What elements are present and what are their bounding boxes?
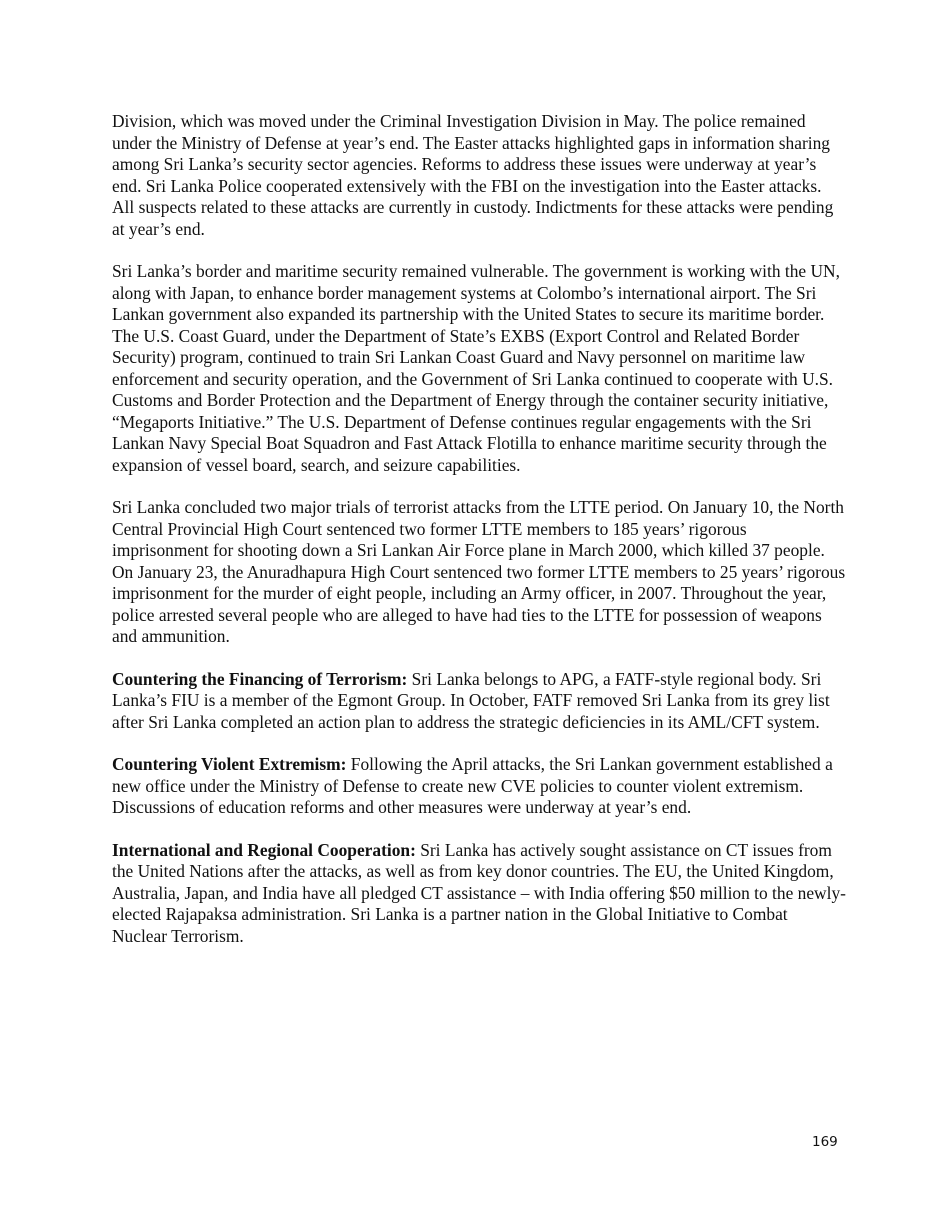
- paragraph-text: Sri Lanka has actively sought assistance on CT issues from the United Nations after the attacks, as well as from key donor countries. The EU, the United Kingdom, Australia, Japan, and India have all pledged CT assistance – with India offering $50 million to the newly-elected Rajapaksa administration. Sri Lanka is a partner nation in the Global Initiative to Combat Nuclear Terrorism.: [112, 839, 846, 946]
- paragraph-text: Sri Lanka’s border and maritime security remained vulnerable. The government is working with the UN, along with Japan, to enhance border management systems at Colombo’s international airport. The Sri Lankan government also expanded its partnership with the United States to secure its maritime border. The U.S. Coast Guard, under the Department of State’s EXBS (Export Control and Related Border Security) program, continued to train Sri Lankan Coast Guard and Navy personnel on maritime law enforcement and security operation, and the Government of Sri Lanka continued to cooperate with U.S. Customs and Border Protection and the Department of Energy through the container security initiative, “Megaports Initiative.” The U.S. Department of Defense continues regular engagements with the Sri Lankan Navy Special Boat Squadron and Fast Attack Flotilla to enhance maritime security through the expansion of vessel board, search, and seizure capabilities.: [112, 261, 840, 475]
- paragraph-border-maritime-security: [112, 261, 846, 476]
- section-heading: International and Regional Cooperation:: [112, 839, 416, 860]
- paragraph-text: Division, which was moved under the Criminal Investigation Division in May. The police remained under the Ministry of Defense at year’s end. The Easter attacks highlighted gaps in information sharing among Sri Lanka’s security sector agencies. Reforms to address these issues were underway at year’s end. Sri Lanka Police cooperated extensively with the FBI on the investigation into the Easter attacks. All suspects related to these attacks are currently in custody. Indictments for these attacks were pending at year’s end.: [112, 111, 834, 239]
- paragraph-text: Sri Lanka belongs to APG, a FATF-style regional body. Sri Lanka’s FIU is a member of the Egmont Group. In October, FATF removed Sri Lanka from its grey list after Sri Lanka completed an action plan to address the strategic deficiencies in its AML/CFT system.: [112, 668, 830, 732]
- paragraph-text: Following the April attacks, the Sri Lankan government established a new office under the Ministry of Defense to create new CVE policies to counter violent extremism. Discussions of education reforms and other measures were underway at year’s end.: [112, 754, 833, 817]
- section-heading: Countering Violent Extremism:: [112, 754, 347, 774]
- paragraph-countering-violent-extremism: [112, 754, 846, 819]
- paragraph-international-cooperation: [112, 840, 846, 948]
- paragraph-text: Sri Lanka concluded two major trials of terrorist attacks from the LTTE period. On January 10, the North Central Provincial High Court sentenced two former LTTE members to 185 years’ rigorous imprisonment for shooting down a Sri Lankan Air Force plane in March 2000, which killed 37 people. On January 23, the Anuradhapura High Court sentenced two former LTTE members to 25 years’ rigorous imprisonment for the murder of eight people, including an Army officer, in 2007. Throughout the year, police arrested several people who are alleged to have had ties to the LTTE for possession of weapons and ammunition.: [112, 497, 846, 646]
- paragraph-police-division: [112, 111, 846, 240]
- page-body: [112, 111, 846, 968]
- page-number: 169: [812, 1134, 838, 1150]
- paragraph-countering-financing: [112, 669, 846, 734]
- paragraph-ltte-trials: [112, 497, 846, 648]
- section-heading: Countering the Financing of Terrorism:: [112, 668, 408, 689]
